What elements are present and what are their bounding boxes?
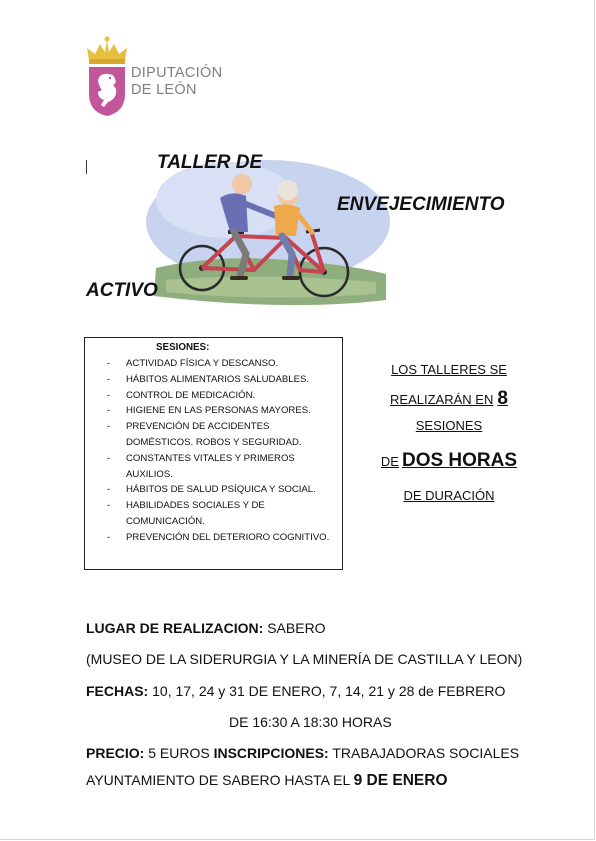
list-item: - PREVENCIÓN DE ACCIDENTES DOMÉSTICOS. ROBOS Y SEGURIDAD. [85,419,342,451]
list-item: - HABILIDADES SOCIALES Y DE COMUNICACIÓN. [85,498,342,530]
list-item: - HÁBITOS DE SALUD PSÍQUICA Y SOCIAL. [85,482,342,498]
logo-text [131,65,222,99]
logo-line-1: DIPUTACIÓN [131,65,223,81]
list-item: - PREVENCIÓN DEL DETERIORO COGNITIVO. [85,530,342,546]
tandem-bicycle-illustration [136,150,394,330]
fechas-line [86,683,505,699]
inscripciones-value: TRABAJADORAS SOCIALES [332,745,520,761]
fechas-label: FECHAS: [86,683,149,699]
info-line-2 [360,388,538,410]
text-cursor [86,160,87,174]
sessions-list [85,356,342,546]
info-line-4 [360,450,538,472]
diputacion-leon-logo [84,36,234,118]
sessions-box [84,337,343,570]
info-line-1: LOS TALLERES SE [391,362,507,377]
horario-line: DE 16:30 A 18:30 HORAS [229,714,392,730]
info-line-5: DE DURACIÓN [403,488,495,503]
list-item: - CONTROL DE MEDICACIÓN. [85,388,342,404]
info-line-3: SESIONES [415,418,483,433]
title-part-3: ACTIVO [86,280,158,301]
inscripciones-label: INSCRIPCIONES: [213,745,329,761]
precio-label: PRECIO: [86,745,145,761]
coat-of-arms-icon [84,36,130,118]
info-line-2-text: REALIZARÁN EN [390,392,494,407]
list-item: - HIGIENE EN LAS PERSONAS MAYORES. [85,403,342,419]
precio-line [86,745,519,761]
deadline-date: 9 DE ENERO [353,772,448,789]
title-part-2: ENVEJECIMIENTO [337,194,505,215]
museo-line: (MUSEO DE LA SIDERURGIA Y LA MINERÍA DE CASTILLA Y LEON) [86,651,523,667]
logo-line-2: DE LEÓN [131,82,197,98]
list-item: - HÁBITOS ALIMENTARIOS SALUDABLES. [85,372,342,388]
precio-value: 5 EUROS [148,745,210,761]
list-item: - CONSTANTES VITALES Y PRIMEROS AUXILIOS. [85,451,342,483]
sessions-title: SESIONES: [156,342,210,353]
lugar-line [86,620,326,636]
duration-hours: DOS HORAS [401,450,518,471]
ayuntamiento-line [86,772,448,790]
list-item: - ACTIVIDAD FÍSICA Y DESCANSO. [85,356,342,372]
fechas-value: 10, 17, 24 y 31 DE ENERO, 7, 14, 21 y 28 de FEBRERO [152,683,506,699]
lugar-value: SABERO [267,620,326,636]
title-part-1: TALLER DE [157,152,263,173]
lugar-label: LUGAR DE REALIZACION: [86,620,264,636]
ayuntamiento-text: AYUNTAMIENTO DE SABERO HASTA EL [86,772,350,788]
info-line-4-prefix: DE [380,454,399,469]
sessions-count: 8 [497,388,508,409]
